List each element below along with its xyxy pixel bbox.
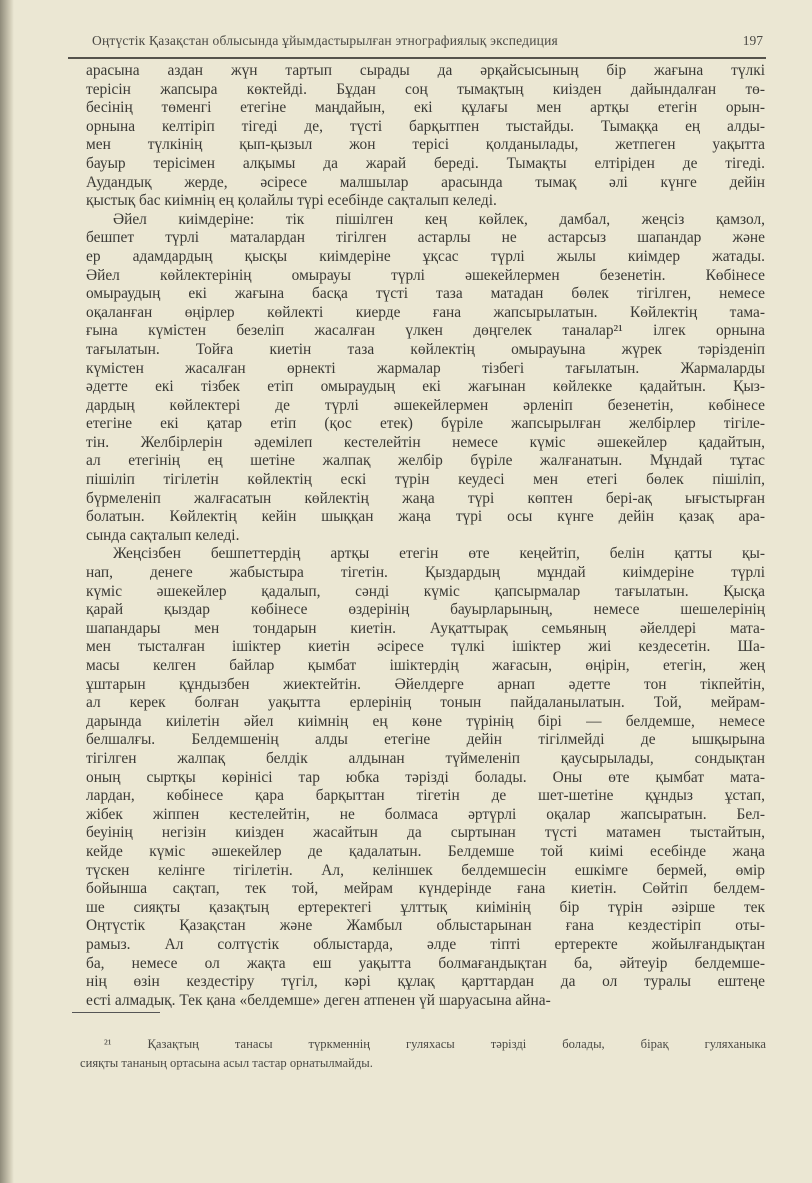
text-line: Жеңсізбен бешпеттердің артқы етегін өте кеңейтіп, белін қатты қы- (113, 545, 765, 563)
page-number: 197 (742, 33, 763, 48)
text-line: ұштарын құндызбен жиектейтін. Әйелдерге арнап әдетте тон тікпейтін, (86, 675, 765, 693)
text-line: шапандары мен тондарын киетін. Ауқаттырақ семьяның әйелдері мата- (86, 619, 765, 637)
text-line: белшалғы. Белдемшенің алды етегіне дейін тігілмейді де ышқырына (86, 731, 765, 749)
text-line: қарай қыздар көбінесе өздерінің бауырларының, немесе шешелерінің (86, 601, 765, 619)
text-line: сында сақталып келеді. (86, 526, 240, 544)
text-line: жібек жіппен кестелейтін, не болмаса әртүрлі оқалар жапсыратын. Бел- (86, 805, 765, 823)
text-line: мен тысталған ішіктер киетін әсіресе түлкі ішіктер жиі кездесетін. Ша- (86, 638, 765, 656)
text-line: Әйел киімдеріне: тік пішілген кең көйлек, дамбал, жеңсіз қамзол, (113, 210, 765, 228)
text-line: түскен келінге тігілетін. Ал, келіншек белдемшесін ешкімге бермей, өмір (86, 861, 765, 879)
text-line: пішіліп тігілетін көйлектің ескі түрін кеудесі мен етегі бөлек пішіліп, (86, 471, 765, 489)
text-line: кейде күміс әшекейлер де қадалатын. Белдемше той киімі есебінде жаңа (86, 842, 765, 860)
text-line: ал керек болған уақытта ерлерінің тонын пайдаланылатын. Той, мейрам- (86, 694, 765, 712)
text-line: рамыз. Ал солтүстік облыстарда, әлде тіпті ертеректе жойылғандықтан (86, 935, 765, 953)
footnote-line: сияқты тананың ортасына асыл тастар орнатылмайды. (80, 1055, 373, 1070)
text-line: дардың көйлектері де түрлі әшекейлермен әрленіп безенетін, көбінесе (86, 396, 765, 414)
text-line: нің өзін кездестіру түгіл, кәрі құлақ қарттардан да ол туралы ештеңе (86, 973, 765, 991)
text-line: ер адамдардың қысқы киімдеріне ұқсас түрлі жылы киімдер жатады. (86, 247, 765, 265)
footnote-rule (72, 1012, 160, 1013)
text-line: етегіне екі қатар етіп (қос етек) бүріле жапсырылған желбірлер тігіле- (86, 415, 765, 433)
paragraph (86, 545, 765, 1010)
book-binding-shadow (0, 0, 14, 1183)
text-line: оның сыртқы көрінісі тар юбка тәрізді болады. Оны өте қымбат мата- (86, 768, 765, 786)
text-line: күміс әшекейлер қадалып, сәнді күміс қапсырмалар тағылатын. Қысқа (86, 582, 765, 600)
text-line: Оңтүстік Қазақстан және Жамбыл облыстарынан ғана кездестіріп оты- (86, 917, 765, 935)
text-line: дарында киілетін әйел киімнің ең көне түрінің бірі — белдемше, немесе (86, 712, 765, 730)
text-line: лардан, көбінесе қара барқыттан тігетін де шет-шетіне құндыз ұстап, (86, 787, 765, 805)
text-line: ба, немесе ол жақта еш уақытта болмағандықтан ба, әйтеуір белдемше- (86, 954, 765, 972)
text-line: оқаланған өңірлер көйлекті киерде ғана жапсырылатын. Көйлектің тама- (86, 303, 765, 321)
text-line: есті алмадық. Тек қана «белдемше» деген атпенен үй шаруасына айна- (86, 991, 551, 1009)
text-line: арасына аздан жүн тартып сырады да әрқайсысының бір жағына түлкі (86, 62, 765, 79)
text-line: орнына келтіріп тігеді де, түсті барқытпен тыстайды. Тымаққа ең алды- (86, 117, 765, 135)
text-line: бойынша сақтап, тек той, мейрам күндерінде ғана киетін. Сөйтіп белдем- (86, 880, 765, 898)
text-line: бешпет түрлі маталардан тігілген астарлы не астарсыз шапандар және (86, 229, 765, 247)
text-line: ал етегінің ең шетіне жалпақ желбір бүріле жалғанатын. Мұндай тұтас (86, 452, 765, 470)
text-line: бүрмеленіп жалғасатын көйлектің жаңа түрі көптен бері-ақ ығыстырған (86, 489, 765, 507)
text-line: нап, денеге жабыстыра тігетін. Қыздардың мұндай киімдеріне түрлі (86, 564, 765, 582)
running-header (70, 33, 765, 53)
text-line: ше сияқты қазақтың ертеректегі ұлттық киімінің бір түрін әзірше тек (86, 898, 765, 916)
text-line: тігілген жалпақ белдік алдынан түймеленіп қаусырылады, сондықтан (86, 749, 765, 767)
text-line: масы келген байлар қымбат ішіктердің жағасын, өңірін, етегін, жең (86, 657, 765, 674)
text-line: мен түлкінің қып-қызыл жон терісі қолданылады, жетпеген уақытта (86, 136, 765, 154)
text-line: қыстық бас киімнің ең қолайлы түрі есебінде сақталып келеді. (86, 192, 497, 210)
paragraph (86, 211, 765, 546)
text-line: әдетте екі тізбек етіп омыраудың екі жағынан көйлекке қадайтын. Қыз- (86, 378, 765, 396)
paragraph (86, 62, 765, 211)
text-line: Аудандық жерде, әсіресе малшылар арасында тымақ әлі күнге дейін (86, 173, 765, 191)
text-line: Әйел көйлектерінің омырауы түрлі әшекейлермен безенетін. Көбінесе (86, 266, 765, 284)
footnote-line: ²¹ Қазақтың танасы түркменнің гуляхасы тәрізді болады, бірақ гуляханыка (104, 1037, 766, 1051)
text-line: ғына күмістен безеліп жасалған үлкен дөңгелек таналар²¹ ілгек орнына (86, 322, 765, 340)
text-line: терісін жапсыра көктейді. Бұдан соң тымақтың киізден дайындалған тө- (86, 80, 765, 98)
running-title: Оңтүстік Қазақстан облысында ұйымдастырылған этнографиялық экспедиция (92, 33, 558, 48)
body-text (86, 62, 765, 1010)
text-line: тін. Желбірлерін әдемілеп кестелейтін немесе күміс әшекейлер қадайтын, (86, 433, 765, 451)
header-rule (68, 57, 766, 59)
text-line: омыраудың екі жағына басқа түсті таза матадан бөлек тігілген, немесе (86, 285, 765, 303)
text-line: тағылатын. Тойға киетін таза көйлектің омырауына жүрек тәрізденіп (86, 340, 765, 358)
text-line: болатын. Көйлектің кейін шыққан жаңа түрі осы күнге дейін қазақ ара- (86, 508, 765, 526)
text-line: беуінің негізін киізден жасайтын да сыртынан түсті матамен тыстайтын, (86, 824, 765, 842)
footnote (80, 1036, 766, 1073)
text-line: бауыр терісімен алқымы да жарай береді. Тымақты елтіріден де тігеді. (86, 154, 765, 172)
text-line: күмістен жасалған өрнекті жармалар тізбегі тағылатын. Жармаларды (86, 359, 765, 377)
text-line: бесінің төменгі етегіне маңдайын, екі құлағы мен артқы етегін орын- (86, 99, 765, 117)
